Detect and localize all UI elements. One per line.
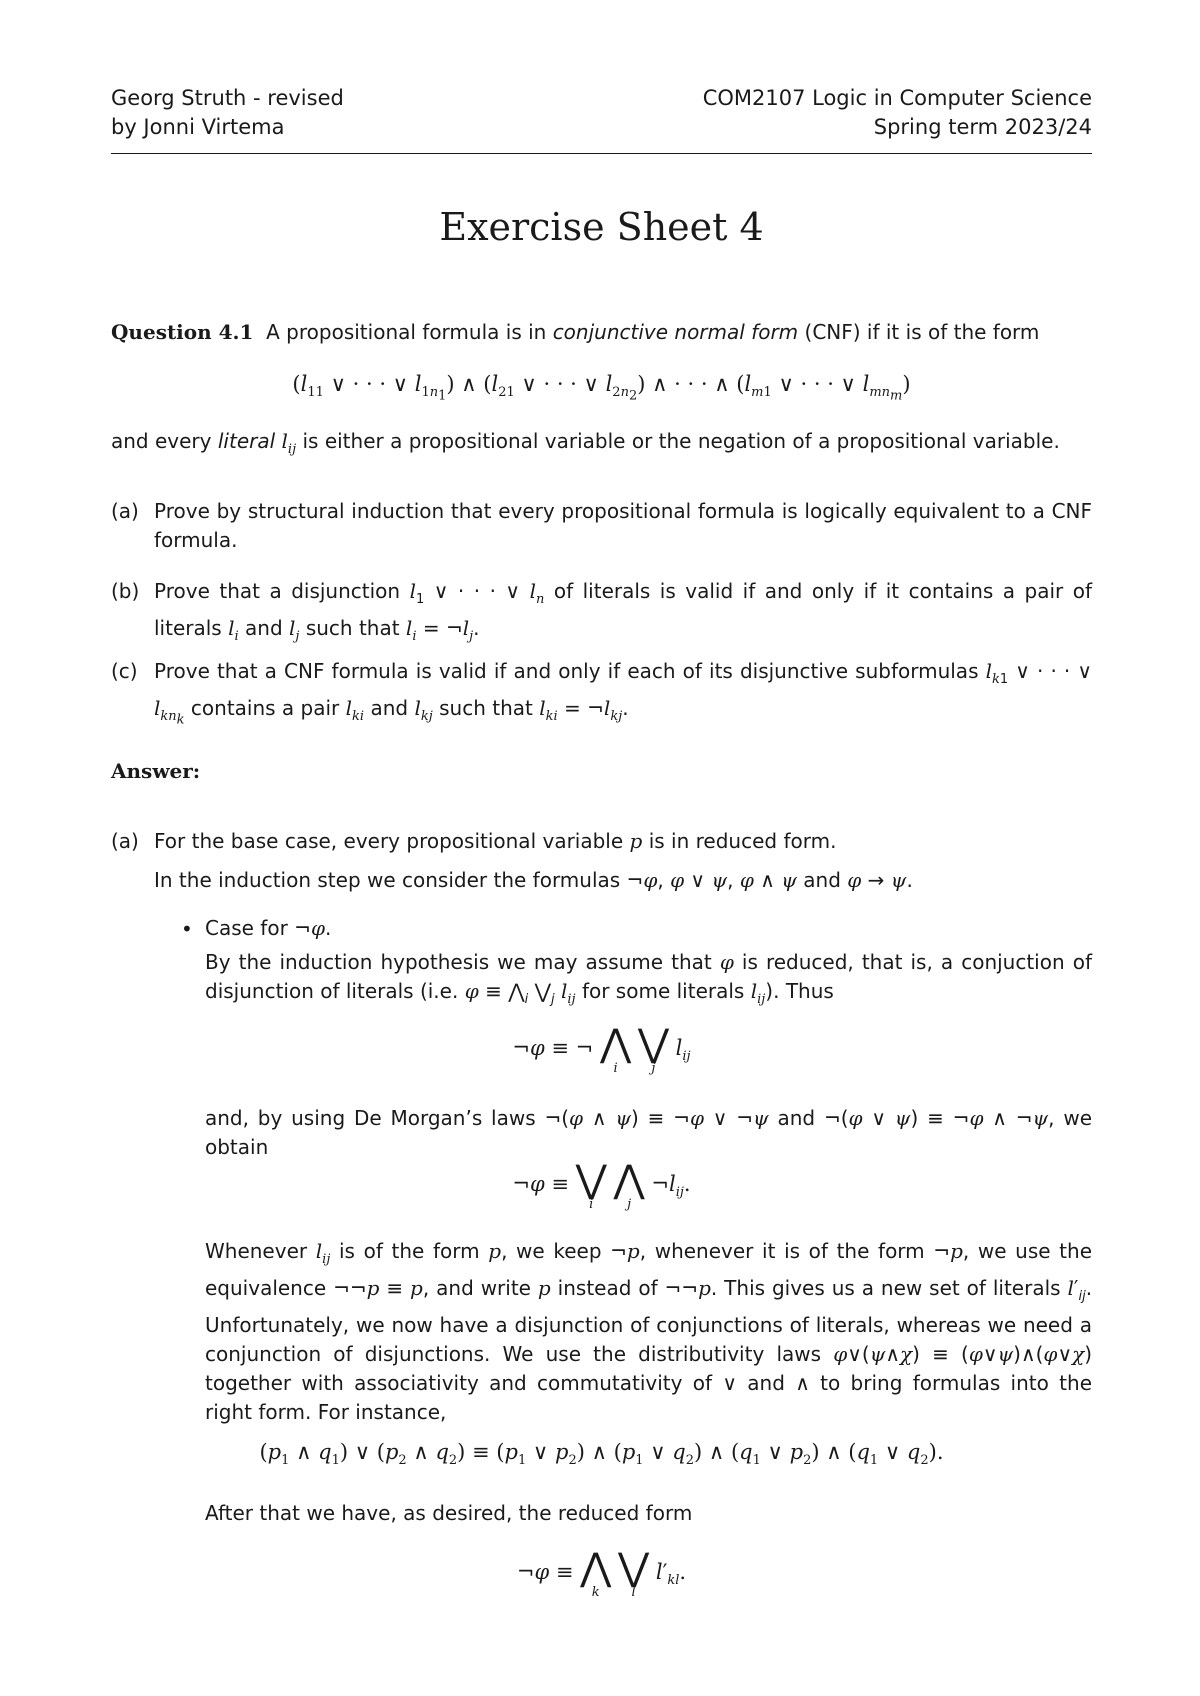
part-label: (c) [111,659,138,683]
question-intro [111,318,1092,347]
literal-rewrite: Whenever $l_{ij}$ is of the form p, we keep ¬p, whenever it is of the form ¬p, we use the equivalence ¬¬p ≡ p, and write p instead of ¬¬p. This gives us a new set of literals $l'_{ij}$. Unfortunately, we now have a disjunction of conjunctions of literals, whereas we need a conjunction of disjunctions. We use the distributivity laws φ∨(ψ∧χ) ≡ (φ∨ψ)∧(φ∨χ) together with associativity and commutativity of ∨ and ∧ to bring formulas into the right form. For instance, [205,1239,1093,1424]
question-part-b [111,577,1093,644]
question-part-c [111,657,1093,728]
intro-text-end: (CNF) if it is of the form [804,320,1040,344]
case-negation: Case for ¬φ. [205,916,332,940]
cnf-formula: ($l_{11}$ ∨ · · · ∨ $l_{1n_1}$) ∧ ($l_{21}$ ∨ · · · ∨ $l_{2n_2}$) ∧ · · · ∧ ($l_{m1}$ ∨ · · · ∨ $l_{mn_m}$) [292,372,911,404]
part-label: (b) [111,579,140,603]
question-label: Question 4.1 [111,320,254,344]
intro-text: A propositional formula is in [266,320,547,344]
lit-text-2: is either a propositional variable or the negation of a propositional variable. [302,429,1060,453]
induction-hypothesis: By the induction hypothesis we may assume that φ is reduced, that is, a conjuction of disjunction of literals (i.e. $\varphi \equiv ⋀_i$ $⋁_j$ $l_{ij}$ for some literals $l_{ij}$). Thus [205,950,1092,1007]
part-text: Prove that a disjunction $l_1$ ∨ · · · ∨ $l_n$ of literals is valid if and only if it contains a pair of literals $l_i$ and $l_j$ such that $l_i$ = $\neg l_j$. [154,579,1093,644]
page-title: Exercise Sheet 4 [439,205,764,249]
lit-text-1: and every [111,429,212,453]
induction-step: In the induction step we consider the formulas ¬φ, φ ∨ ψ, φ ∧ ψ and φ → ψ. [154,868,913,892]
header-rule [111,153,1092,154]
answer-part-a [111,827,1092,857]
formula-neg-phi-2: ¬φ ≡ ⋁ i ⋀ j $\neg l_{ij}$. [512,1157,691,1212]
answer-label: Answer: [111,759,201,783]
reviser-line: by Jonni Virtema [111,115,285,139]
question-part-a [111,497,1092,557]
distributivity-example: ($p_1$ ∧ $q_1$) ∨ ($p_2$ ∧ $q_2) \equiv (p_1$ ∨ $p_2$) ∧ ($p_1$ ∨ $q_2$) ∧ ($q_1$ ∨ $p_2$) ∧ ($q_1$ ∨ $q_2$). [259,1440,944,1469]
header-right [703,84,1092,142]
literal-definition: and every literal $l_{ij}$ is either a propositional variable or the negation of a propositional variable. [111,429,1060,457]
part-text: Prove by structural induction that every propositional formula is logically equivalent to a CNF formula. [154,499,1092,552]
formula-reduced: ¬φ ≡ ⋀ k ⋁ l $l'_{kl}$. [516,1545,687,1600]
answer-heading [111,757,1092,786]
base-case-text: For the base case, every propositional variable p is in reduced form. [154,829,837,853]
after-text: After that we have, as desired, the reduced form [205,1501,693,1525]
cnf-term: conjunctive normal form [552,320,799,344]
course-line: COM2107 Logic in Computer Science [702,86,1092,110]
header-left [111,84,344,142]
literal-term: literal [217,429,276,453]
part-text: Prove that a CNF formula is valid if and only if each of its disjunctive subformulas $l_{k1}$ ∨ · · · ∨ $l_{kn_k}$ contains a pair $l_{ki}$ and $l_{kj}$ such that $l_{ki}$ = $\neg l_{kj}$. [154,659,1093,728]
part-label: (a) [111,499,139,523]
formula-neg-phi-1: ¬φ ≡ ¬ ⋀ i ⋁ j $l_{ij}$ [512,1021,691,1076]
part-label: (a) [111,829,139,853]
bullet-icon: • [181,917,193,941]
term-line: Spring term 2023/24 [873,115,1092,139]
author-line: Georg Struth - revised [111,86,344,110]
de-morgan-text: and, by using De Morgan’s laws ¬(φ ∧ ψ) ≡ ¬φ ∨ ¬ψ and ¬(φ ∨ ψ) ≡ ¬φ ∧ ¬ψ, we obtain [205,1106,1093,1159]
